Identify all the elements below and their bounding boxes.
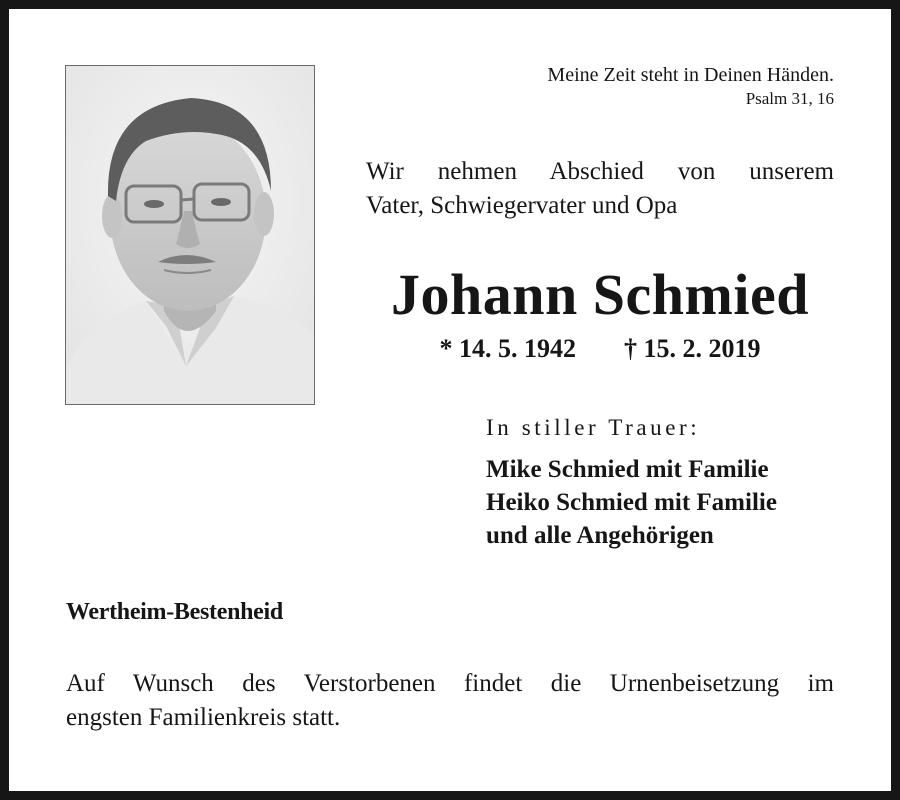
burial-note-line-1: Auf Wunsch des Verstorbenen findet die Urnenbeisetzung im bbox=[66, 670, 834, 697]
birth-date: * 14. 5. 1942 bbox=[439, 334, 576, 363]
mourning-heading: In stiller Trauer: bbox=[486, 415, 701, 440]
motto-reference: Psalm 31, 16 bbox=[745, 89, 834, 108]
place-name: Wertheim-Bestenheid bbox=[66, 599, 283, 625]
intro-line-2: Vater, Schwiegervater und Opa bbox=[366, 192, 678, 219]
burial-note-line-2: engsten Familienkreis statt. bbox=[66, 704, 341, 731]
obituary-notice bbox=[9, 9, 891, 791]
death-date: † 15. 2. 2019 bbox=[624, 334, 761, 363]
portrait-image-icon bbox=[66, 66, 314, 404]
mourner-item: Mike Schmied mit Familie bbox=[486, 456, 769, 483]
mourner-item: Heiko Schmied mit Familie bbox=[486, 489, 777, 516]
intro-line-1: Wir nehmen Abschied von unserem bbox=[366, 158, 834, 185]
deceased-name: Johann Schmied bbox=[391, 262, 809, 327]
mourners-list bbox=[486, 453, 777, 552]
intro-text bbox=[366, 155, 834, 223]
portrait-photo bbox=[65, 65, 315, 405]
burial-note bbox=[66, 667, 834, 735]
motto-quote: Meine Zeit steht in Deinen Händen. bbox=[547, 64, 834, 86]
mourner-item: und alle Angehörigen bbox=[486, 522, 714, 549]
life-dates bbox=[366, 333, 834, 365]
